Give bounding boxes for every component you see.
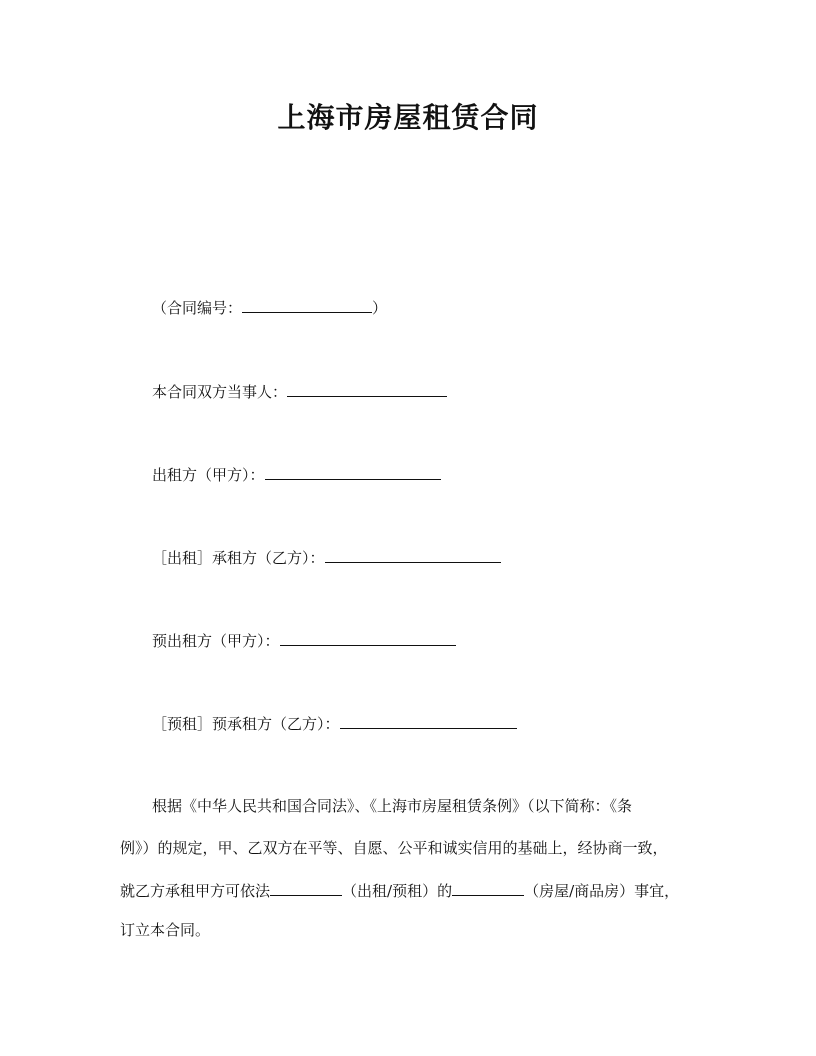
lessor-line	[152, 463, 441, 485]
pre-lessor-line	[152, 629, 456, 651]
contract-number-blank[interactable]	[242, 296, 372, 313]
paragraph-line	[120, 879, 679, 901]
lease-type-blank[interactable]	[270, 879, 342, 896]
contract-number-line	[152, 296, 387, 318]
pre-lessor-label: 预出租方（甲方）：	[152, 632, 280, 650]
lessor-label: 出租方（甲方）：	[152, 466, 265, 484]
lessor-blank[interactable]	[265, 463, 441, 480]
pre-lessee-line	[152, 712, 517, 734]
pre-lessee-blank[interactable]	[340, 712, 517, 729]
document-title: 上海市房屋租赁合同	[277, 101, 539, 134]
lessee-label: ［出租］承租方（乙方）：	[152, 549, 325, 567]
paragraph-line: 例》）的规定，甲、乙双方在平等、自愿、公平和诚实信用的基础上，经协商一致，	[120, 839, 668, 857]
contract-number-label: （合同编号：	[152, 299, 243, 317]
paragraph-line: 订立本合同。	[120, 921, 211, 939]
lessee-line	[152, 546, 501, 568]
paragraph-text: 就乙方承租甲方可依法	[120, 882, 271, 900]
paragraph-text: （房屋/商品房）事宜，	[524, 882, 680, 900]
paragraph-line: 根据《中华人民共和国合同法》、《上海市房屋租赁条例》（以下简称：《条	[152, 797, 633, 815]
property-type-blank[interactable]	[452, 879, 524, 896]
lessee-blank[interactable]	[325, 546, 501, 563]
pre-lessor-blank[interactable]	[280, 629, 456, 646]
parties-blank[interactable]	[287, 380, 447, 397]
parties-line	[152, 380, 447, 402]
pre-lessee-label: ［预租］预承租方（乙方）：	[152, 715, 340, 733]
parties-label: 本合同双方当事人：	[152, 383, 288, 401]
contract-number-suffix: ）	[372, 299, 388, 317]
paragraph-text: （出租/预租）的	[342, 882, 453, 900]
